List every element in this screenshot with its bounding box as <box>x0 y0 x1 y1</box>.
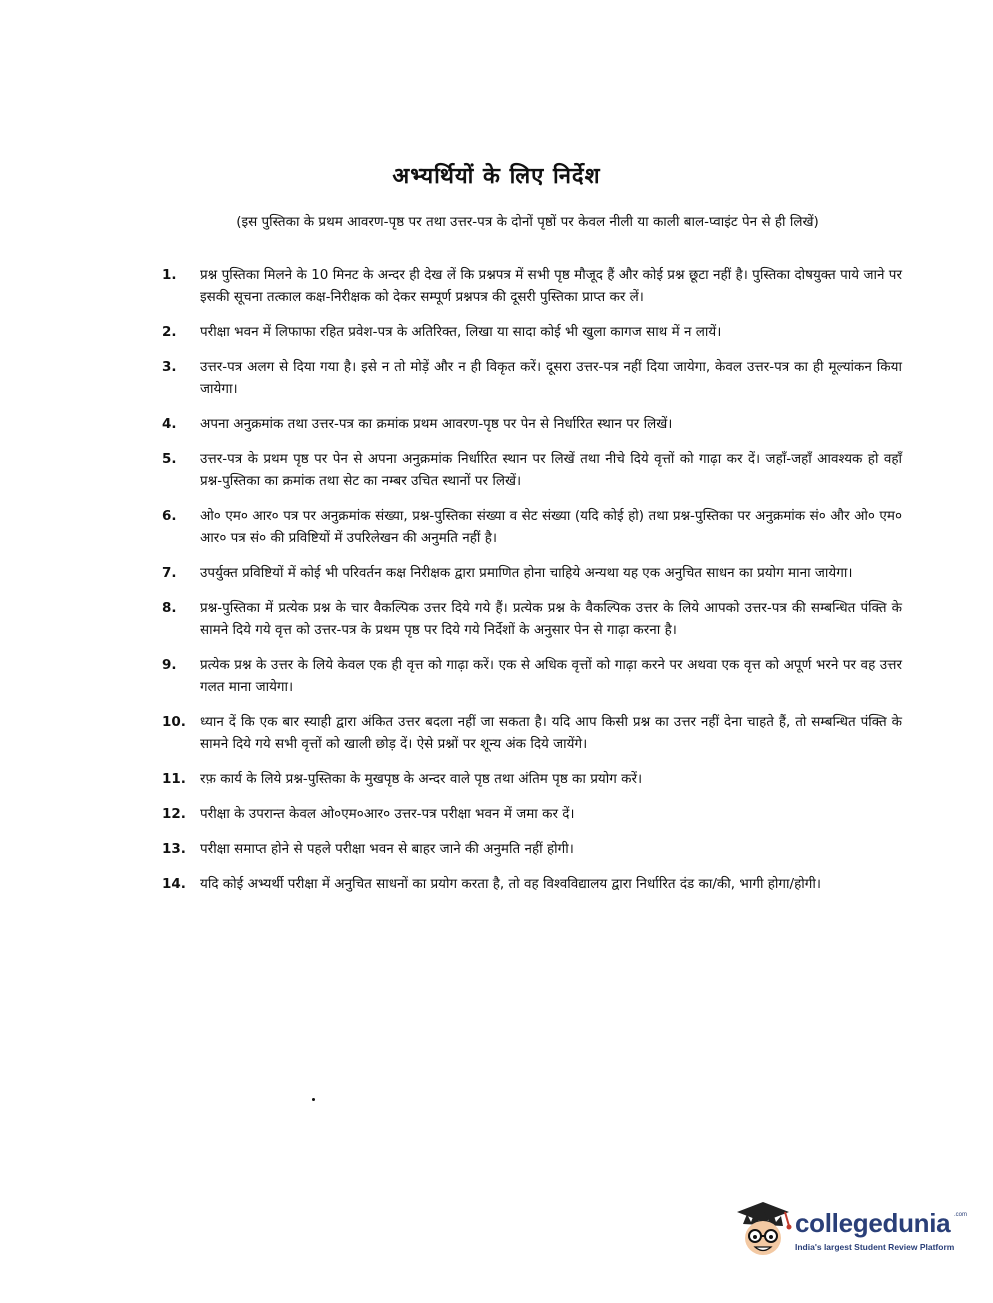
instruction-text: परीक्षा के उपरान्त केवल ओ०एम०आर० उत्तर-पत्र परीक्षा भवन में जमा कर दें। <box>200 806 575 822</box>
instruction-text: परीक्षा समाप्त होने से पहले परीक्षा भवन से बाहर जाने की अनुमति नहीं होगी। <box>200 841 574 857</box>
instruction-text: ओ० एम० आर० पत्र पर अनुक्रमांक संख्या, प्रश्न-पुस्तिका संख्या व सेट संख्या (यदि कोई हो) तथा प्रश्न-पुस्तिका पर अनुक्रमांक सं० और ओ० एम० आर० पत्र सं० की प्रविष्टियों में उपरिलेखन की अनुमति नहीं है। <box>200 508 902 546</box>
instruction-number: 14. <box>162 876 186 892</box>
instruction-number: 1. <box>162 267 177 283</box>
instruction-text: उपर्युक्त प्रविष्टियों में कोई भी परिवर्तन कक्ष निरीक्षक द्वारा प्रमाणित होना चाहिये अन्यथा यह एक अनुचित साधन का प्रयोग माना जायेगा। <box>200 565 853 581</box>
instruction-number: 4. <box>162 416 177 432</box>
instruction-number: 5. <box>162 451 177 467</box>
instruction-item <box>162 356 902 400</box>
instruction-item <box>162 321 902 343</box>
logo-tagline: India's largest Student Review Platform <box>795 1242 955 1252</box>
instruction-text: प्रश्न पुस्तिका मिलने के 10 मिनट के अन्दर ही देख लें कि प्रश्नपत्र में सभी पृष्ठ मौजूद हैं और कोई प्रश्न छूटा नहीं है। पुस्तिका दोषयुक्त पाये जाने पर इसकी सूचना तत्काल कक्ष-निरीक्षक को देकर सम्पूर्ण प्रश्नपत्र की दूसरी पुस्तिका प्राप्त कर लें। <box>200 267 902 305</box>
instruction-text: उत्तर-पत्र अलग से दिया गया है। इसे न तो मोड़ें और न ही विकृत करें। दूसरा उत्तर-पत्र नहीं दिया जायेगा, केवल उत्तर-पत्र का ही मूल्यांकन किया जायेगा। <box>200 359 902 397</box>
instruction-number: 12. <box>162 806 186 822</box>
instruction-text: ध्यान दें कि एक बार स्याही द्वारा अंकित उत्तर बदला नहीं जा सकता है। यदि आप किसी प्रश्न का उत्तर नहीं देना चाहते हैं, तो सम्बन्धित पंक्ति के सामने दिये गये सभी वृत्तों को खाली छोड़ दें। ऐसे प्रश्नों पर शून्य अंक दिये जायेंगे। <box>200 714 902 752</box>
instruction-item <box>162 838 902 860</box>
instruction-number: 11. <box>162 771 186 787</box>
instruction-number: 6. <box>162 508 177 524</box>
stray-dot <box>312 1098 315 1101</box>
instruction-text: उत्तर-पत्र के प्रथम पृष्ठ पर पेन से अपना अनुक्रमांक निर्धारित स्थान पर लिखें तथा नीचे दिये वृत्तों को गाढ़ा कर दें। जहाँ-जहाँ आवश्यक हो वहाँ प्रश्न-पुस्तिका का क्रमांक तथा सेट का नम्बर उचित स्थानों पर लिखें। <box>200 451 902 489</box>
instruction-number: 3. <box>162 359 177 375</box>
instruction-item <box>162 597 902 641</box>
instruction-text: अपना अनुक्रमांक तथा उत्तर-पत्र का क्रमांक प्रथम आवरण-पृष्ठ पर पेन से निर्धारित स्थान पर लिखें। <box>200 416 673 432</box>
instruction-item <box>162 505 902 549</box>
instruction-item <box>162 448 902 492</box>
student-mascot-icon <box>733 1196 795 1262</box>
instruction-number: 8. <box>162 600 177 616</box>
instruction-number: 9. <box>162 657 177 673</box>
instruction-number: 13. <box>162 841 186 857</box>
instruction-item <box>162 413 902 435</box>
instruction-item <box>162 873 902 895</box>
instruction-text: प्रत्येक प्रश्न के उत्तर के लिये केवल एक ही वृत्त को गाढ़ा करें। एक से अधिक वृत्तों को गाढ़ा करने पर अथवा एक वृत्त को अपूर्ण भरने पर वह उत्तर गलत माना जायेगा। <box>200 657 902 695</box>
instruction-item <box>162 803 902 825</box>
logo-name: collegedunia <box>795 1208 951 1238</box>
instruction-item <box>162 264 902 308</box>
instruction-item <box>162 562 902 584</box>
instruction-number: 10. <box>162 714 186 730</box>
instruction-text: परीक्षा भवन में लिफाफा रहित प्रवेश-पत्र के अतिरिक्त, लिखा या सादा कोई भी खुला कागज साथ में न लायें। <box>200 324 722 340</box>
page-title: अभ्यर्थियों के लिए निर्देश <box>392 164 601 189</box>
instruction-item <box>162 768 902 790</box>
logo-domain-suffix: .com <box>954 1212 968 1218</box>
instruction-list <box>162 264 902 908</box>
instruction-number: 2. <box>162 324 177 340</box>
instruction-item <box>162 711 902 755</box>
instruction-text: प्रश्न-पुस्तिका में प्रत्येक प्रश्न के चार वैकल्पिक उत्तर दिये गये हैं। प्रत्येक प्रश्न के वैकल्पिक उत्तर के लिये आपको उत्तर-पत्र की सम्बन्धित पंक्ति के सामने दिये गये वृत्त को उत्तर-पत्र के प्रथम पृष्ठ पर दिये गये निर्देशों के अनुसार पेन से गाढ़ा करना है। <box>200 600 902 638</box>
instruction-number: 7. <box>162 565 177 581</box>
instruction-item <box>162 654 902 698</box>
instruction-text: यदि कोई अभ्यर्थी परीक्षा में अनुचित साधनों का प्रयोग करता है, तो वह विश्वविद्यालय द्वारा निर्धारित दंड का/की, भागी होगा/होगी। <box>200 876 821 892</box>
page-subtitle: (इस पुस्तिका के प्रथम आवरण-पृष्ठ पर तथा उत्तर-पत्र के दोनों पृष्ठों पर केवल नीली या काली बाल-प्वाइंट पेन से ही लिखें) <box>236 214 819 230</box>
instruction-text: रफ़ कार्य के लिये प्रश्न-पुस्तिका के मुखपृष्ठ के अन्दर वाले पृष्ठ तथा अंतिम पृष्ठ का प्रयोग करें। <box>200 771 643 787</box>
collegedunia-logo[interactable] <box>733 1196 968 1266</box>
